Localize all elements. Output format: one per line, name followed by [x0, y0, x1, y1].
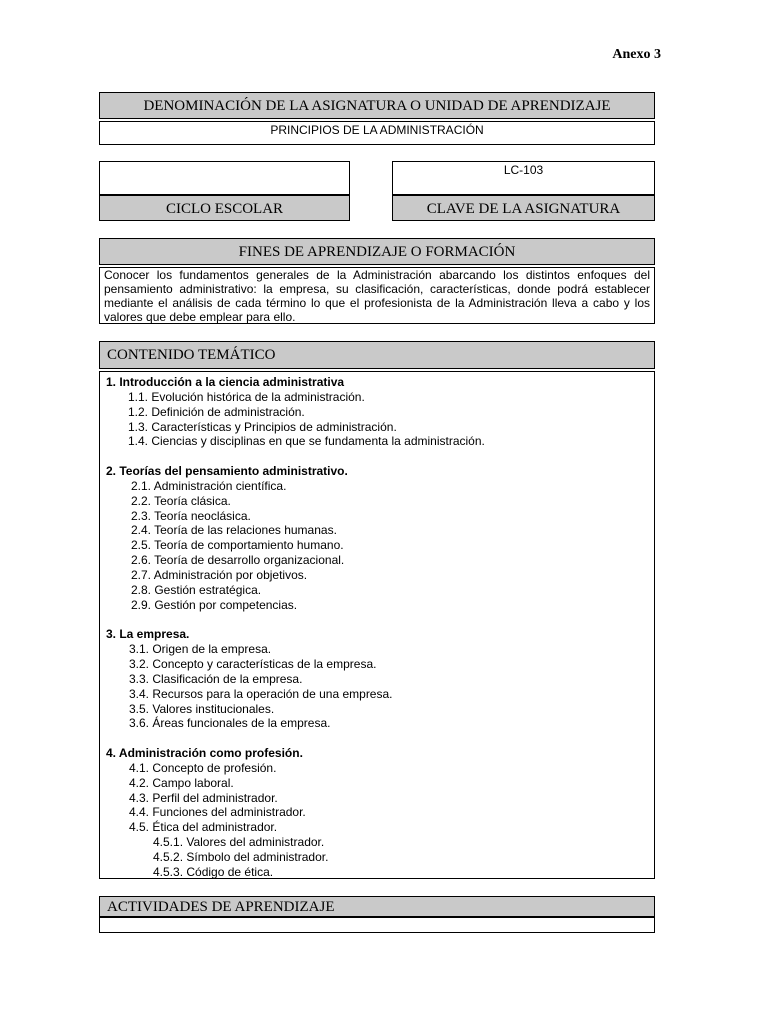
list-item: 4.1. Concepto de profesión.: [129, 760, 277, 775]
list-item: 3.3. Clasificación de la empresa.: [129, 671, 303, 686]
list-item: 1.2. Definición de administración.: [128, 404, 305, 419]
course-code-label: CLAVE DE LA ASIGNATURA: [392, 195, 655, 221]
list-item: 2.3. Teoría neoclásica.: [131, 508, 251, 523]
list-item: 2.4. Teoría de las relaciones humanas.: [131, 523, 337, 538]
annex-label: Anexo 3: [612, 47, 661, 62]
aims-header: FINES DE APRENDIZAJE O FORMACIÓN: [99, 238, 655, 265]
section-heading: 1. Introducción a la ciencia administrativa: [106, 375, 345, 389]
section-heading: 3. La empresa.: [106, 627, 190, 642]
list-item: 2.9. Gestión por competencias.: [131, 597, 298, 612]
school-cycle-label: CICLO ESCOLAR: [99, 195, 350, 221]
list-subitem: 4.5.2. Símbolo del administrador.: [153, 850, 329, 864]
list-item: 4.4. Funciones del administrador.: [129, 805, 306, 820]
list-subitem: 4.5.3. Código de ética.: [153, 864, 274, 879]
course-title-header: DENOMINACIÓN DE LA ASIGNATURA O UNIDAD DE APRENDIZAJE: [99, 92, 655, 119]
list-item: 4.5. Ética del administrador.: [129, 820, 278, 835]
contents-header: CONTENIDO TEMÁTICO: [99, 341, 655, 369]
section-spacer: [106, 731, 648, 746]
school-cycle-value: [99, 161, 350, 195]
aims-text: Conocer los fundamentos generales de la Administración abarcando los distintos enfoques del pensamiento administrativo: la empresa, su clasificación, características, donde podrá establecer mediante el análisis de cada término lo que el profesionista de la Administración lleva a cabo y los valores que debe emplear para ello.: [99, 267, 655, 324]
list-item: 2.5. Teoría de comportamiento humano.: [131, 538, 344, 553]
section-spacer: [106, 613, 648, 628]
list-item: 2.7. Administración por objetivos.: [131, 567, 308, 582]
list-item: 3.6. Áreas funcionales de la empresa.: [129, 716, 331, 731]
course-code-value: LC-103: [392, 161, 655, 195]
list-subitem: 4.5.1. Valores del administrador.: [153, 835, 325, 850]
contents-list: [99, 371, 655, 879]
list-item: 2.6. Teoría de desarrollo organizacional.: [131, 553, 345, 568]
section-heading: 4. Administración como profesión.: [106, 746, 303, 761]
list-item: 1.3. Características y Principios de administración.: [128, 419, 397, 434]
list-item: 3.5. Valores institucionales.: [129, 701, 275, 716]
list-item: 1.4. Ciencias y disciplinas en que se fundamenta la administración.: [128, 434, 485, 449]
section-heading: 2. Teorías del pensamiento administrativo.: [106, 464, 348, 479]
list-item: 4.3. Perfil del administrador.: [129, 790, 278, 805]
list-item: 3.4. Recursos para la operación de una empresa.: [129, 686, 393, 701]
list-item: 2.1. Administración científica.: [131, 478, 287, 493]
activities-header: ACTIVIDADES DE APRENDIZAJE: [99, 896, 655, 917]
course-name-value: PRINCIPIOS DE LA ADMINISTRACIÓN: [99, 121, 655, 145]
section-spacer: [106, 449, 648, 464]
list-item: 4.2. Campo laboral.: [129, 775, 234, 790]
list-item: 3.2. Concepto y características de la empresa.: [129, 657, 377, 672]
list-item: 2.2. Teoría clásica.: [131, 493, 231, 508]
list-item: 2.8. Gestión estratégica.: [131, 582, 262, 597]
activities-body: [99, 917, 655, 933]
list-item: 3.1. Origen de la empresa.: [129, 642, 272, 657]
list-item: 1.1. Evolución histórica de la administración.: [128, 389, 365, 404]
